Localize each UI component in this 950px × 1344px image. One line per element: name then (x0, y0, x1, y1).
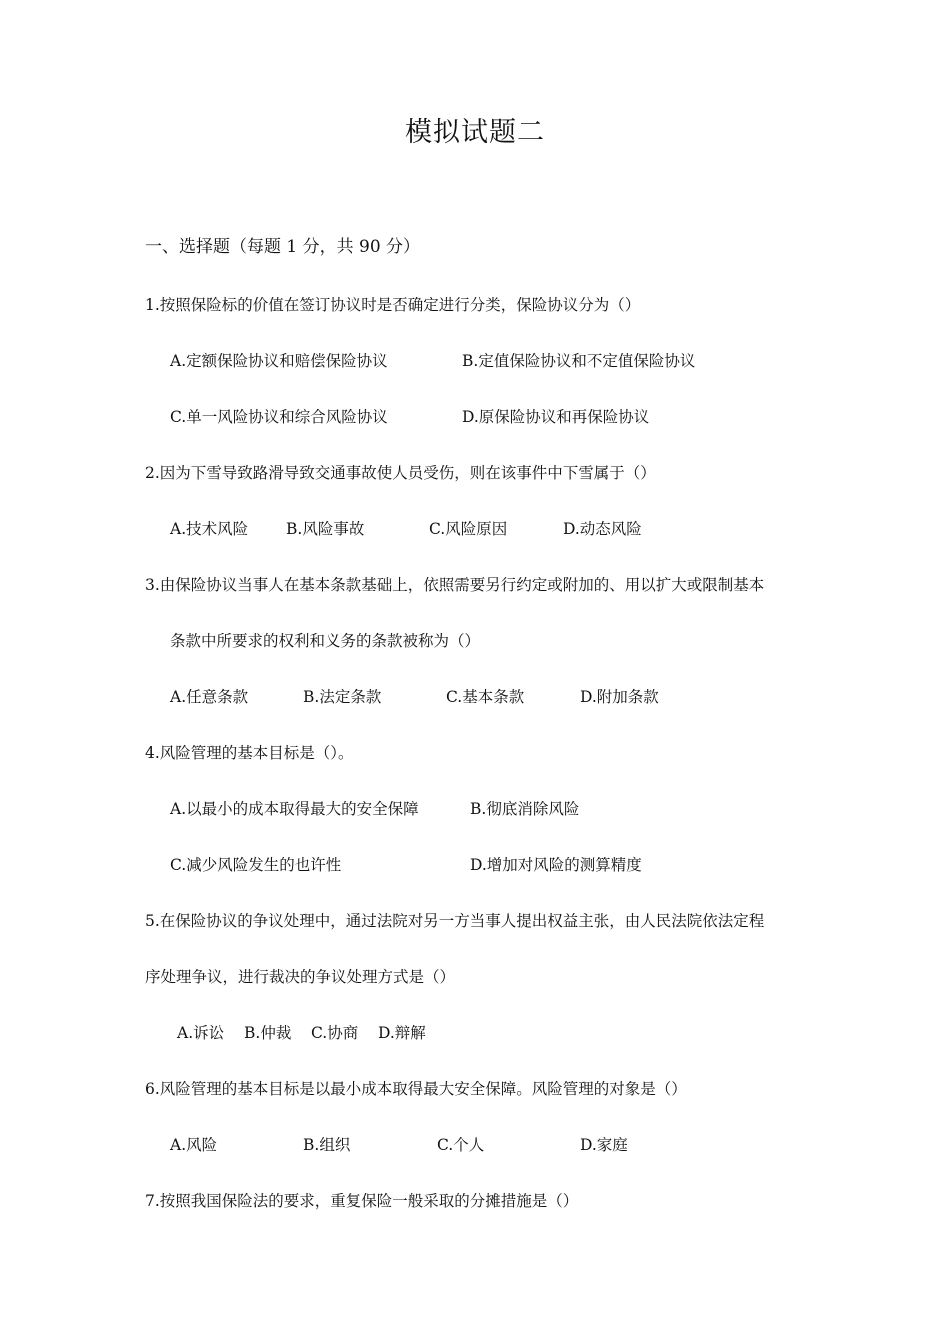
page-title: 模拟试题二 (405, 117, 545, 148)
question-2-option-b: B.风险事故 (286, 520, 365, 538)
question-6-option-b: B.组织 (303, 1136, 351, 1154)
section-heading: 一、选择题（每题 1 分，共 90 分） (145, 237, 421, 257)
question-4-text: 4.风险管理的基本目标是（）。 (145, 744, 354, 762)
question-4-option-c: C.减少风险发生的也许性 (170, 856, 342, 874)
question-6-option-d: D.家庭 (580, 1136, 628, 1154)
question-2-option-d: D.动态风险 (563, 520, 642, 538)
question-2-option-a: A.技术风险 (170, 520, 249, 538)
question-1-option-b: B.定值保险协议和不定值保险协议 (462, 352, 696, 370)
question-5-option-d: D.辩解 (378, 1024, 426, 1042)
question-2-text: 2.因为下雪导致路滑导致交通事故使人员受伤，则在该事件中下雪属于（） (145, 464, 656, 482)
question-4-option-a: A.以最小的成本取得最大的安全保障 (170, 800, 419, 818)
question-1-text: 1.按照保险标的价值在签订协议时是否确定进行分类，保险协议分为（） (145, 296, 641, 314)
question-3-option-c: C.基本条款 (446, 688, 525, 706)
question-7-text: 7.按照我国保险法的要求，重复保险一般采取的分摊措施是（） (145, 1192, 579, 1210)
question-5-text-line-2: 序处理争议，进行裁决的争议处理方式是（） (145, 968, 456, 986)
question-5-option-a: A.诉讼 (177, 1024, 225, 1042)
question-3-text-line-1: 3.由保险协议当事人在基本条款基础上，依照需要另行约定或附加的、用以扩大或限制基本 (145, 576, 765, 594)
question-4-option-b: B.彻底消除风险 (470, 800, 580, 818)
question-6-option-c: C.个人 (437, 1136, 485, 1154)
question-6-option-a: A.风险 (170, 1136, 218, 1154)
question-1-option-d: D.原保险协议和再保险协议 (462, 408, 650, 426)
question-6-text: 6.风险管理的基本目标是以最小成本取得最大安全保障。风险管理的对象是（） (145, 1080, 687, 1098)
question-5-option-c: C.协商 (311, 1024, 359, 1042)
question-3-option-d: D.附加条款 (580, 688, 659, 706)
question-1-option-c: C.单一风险协议和综合风险协议 (170, 408, 388, 426)
question-2-option-c: C.风险原因 (429, 520, 508, 538)
question-3-text-line-2: 条款中所要求的权利和义务的条款被称为（） (170, 632, 481, 650)
question-5-option-b: B.仲裁 (244, 1024, 292, 1042)
question-5-text-line-1: 5.在保险协议的争议处理中，通过法院对另一方当事人提出权益主张，由人民法院依法定程 (145, 912, 765, 930)
question-3-option-a: A.任意条款 (170, 688, 249, 706)
question-3-option-b: B.法定条款 (303, 688, 382, 706)
question-1-option-a: A.定额保险协议和赔偿保险协议 (170, 352, 388, 370)
question-4-option-d: D.增加对风险的测算精度 (470, 856, 642, 874)
